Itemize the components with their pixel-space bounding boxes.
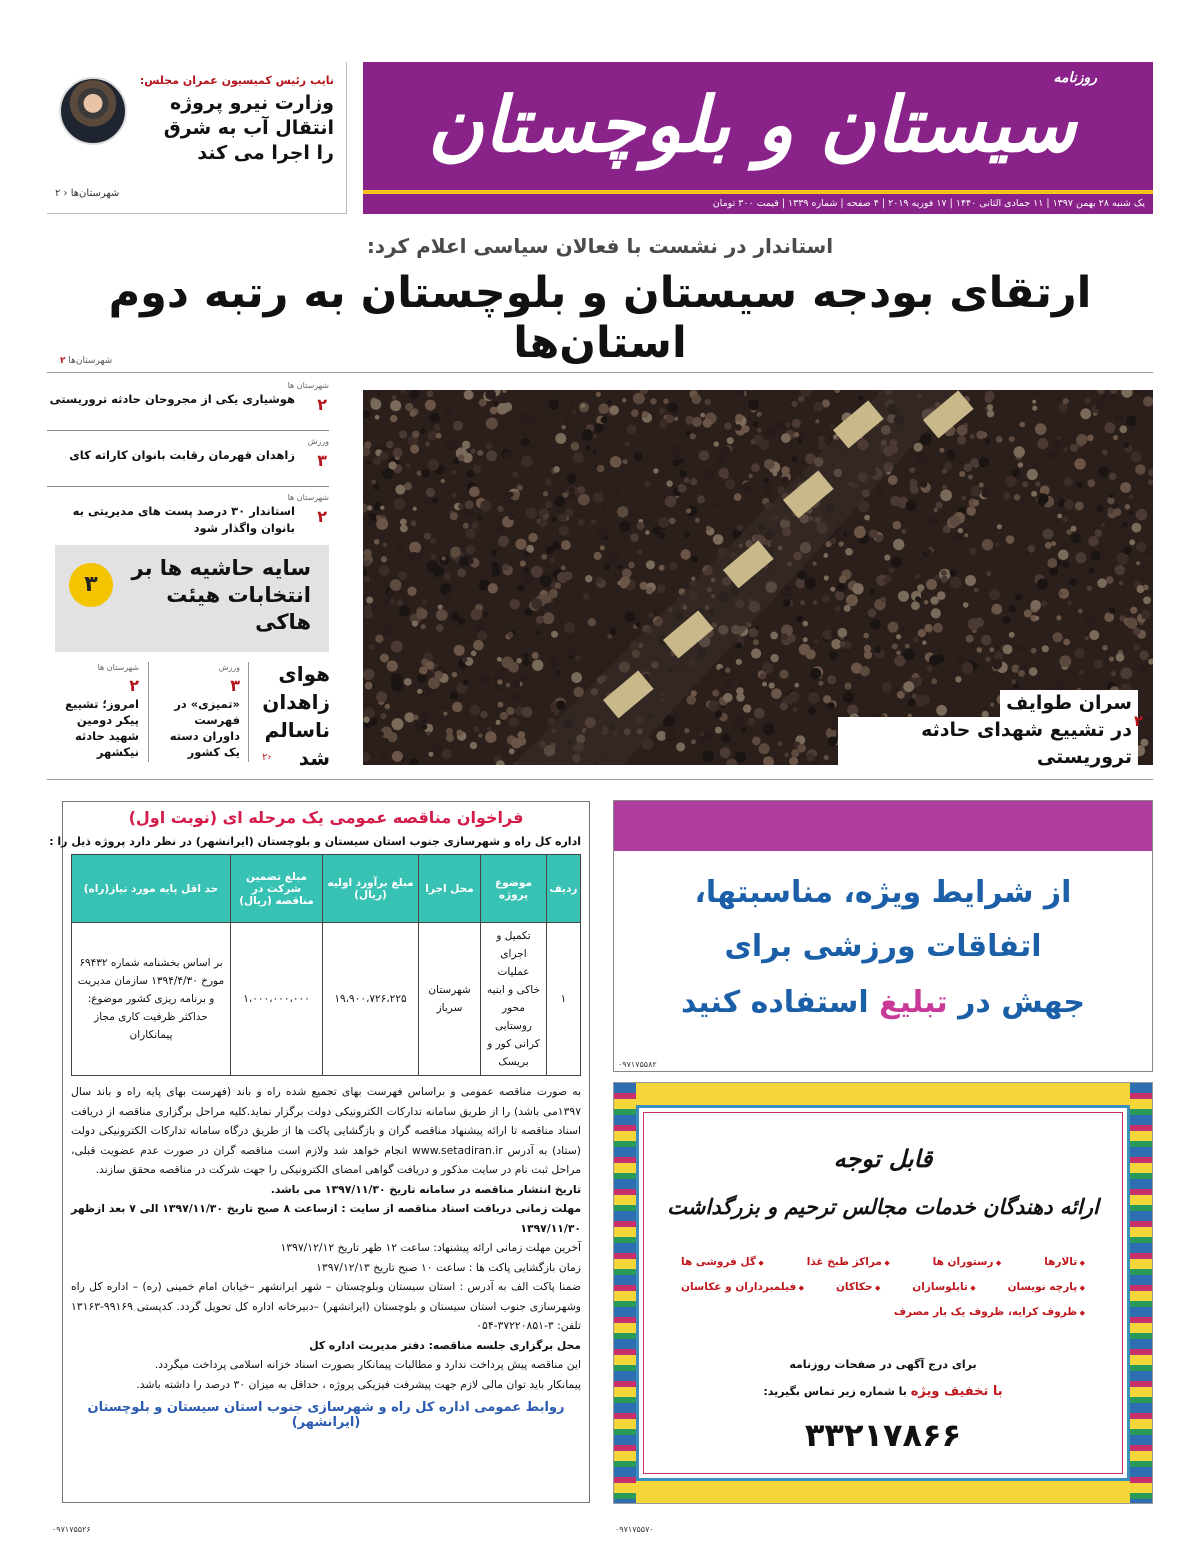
sidebar-item[interactable]: [47, 487, 329, 547]
tender-paragraph: به صورت مناقصه عمومی و براساس فهرست بهای تجمیع شده راه و باند (فهرست بهای پایه راه و باند سال ۱۳۹۷می باشد) را از طریق سامانه تدارکات الکترونیکی دولت برگزار نماید.کلیه مراحل برگزاری مناقصه از دریافت اسناد مناقصه تا ارائه پیشنهاد مناقصه گران و بازگشایی پاکت ها از طریق درگاه سامانه تدارکات الکترونیکی دولت (ستاد) به آدرس www.setadiran.ir انجام خواهد شد ولازم است مناقصه گران در صورت عدم عضویت قبلی، مراحل ثبت نام در سایت مذکور و دریافت گواهی امضای الکترونیکی را جهت شرکت در مناقصه محقق سازند.: [71, 1085, 581, 1176]
sidebar-item[interactable]: [47, 375, 329, 431]
mini-brief[interactable]: [55, 660, 139, 760]
promo-word: جهش در: [958, 985, 1086, 1020]
tender-paragraph: تاریخ انتشار مناقصه در سامانه تاریخ ۱۳۹۷/۱۱/۳۰ می باشد.: [270, 1182, 581, 1196]
table-header: مبلغ برآورد اولیه (ریال): [323, 855, 419, 923]
notice-call: [639, 1384, 1127, 1399]
feature-title: سایه حاشیه ها بر انتخابات هیئت هاکی: [131, 556, 311, 634]
newspaper-name: سیستان و بلوچستان: [427, 80, 1077, 169]
phone-number[interactable]: ۳۳۲۱۷۸۶۶: [804, 1416, 962, 1454]
tender-intro: اداره کل راه و شهرسازی جنوب استان سیستان و بلوچستان (ایرانشهر) در نظر دارد پروژه ذیل را :: [49, 835, 581, 848]
list-item: ◆ تالارها: [1044, 1256, 1085, 1268]
table-header: محل اجرا: [419, 855, 481, 923]
divider: [148, 662, 149, 762]
mini-section: ورزش: [218, 663, 240, 672]
table-cell: ۱: [547, 923, 581, 1076]
promo-line-3: [614, 985, 1152, 1020]
table-header: ردیف: [547, 855, 581, 923]
lead-ref-page: ۲: [60, 356, 66, 366]
lead-ref: [60, 356, 112, 366]
notice-panel: [636, 1105, 1130, 1481]
tender-footer: روابط عمومی اداره کل راه و شهرسازی جنوب استان سیستان و بلوچستان (ایرانشهر): [87, 1400, 565, 1430]
caption-line-1: سران طوایف: [1000, 690, 1138, 717]
divider: [47, 779, 1153, 780]
table-header: حد اقل پایه مورد نیاز(راه): [72, 855, 231, 923]
memorial-notice-ad[interactable]: [613, 1082, 1153, 1504]
notice-note: برای درج آگهی در صفحات روزنامه: [789, 1358, 977, 1371]
promo-line-1: از شرایط ویژه، مناسبتها،: [694, 875, 1072, 910]
teaser-title: وزارت نیرو پروژه انتقال آب به شرق را اجرا می کند: [163, 92, 334, 164]
sidebar-text: زاهدان قهرمان رقابت بانوان کاراته کای: [69, 448, 295, 462]
photo-caption: [838, 690, 1138, 771]
masthead-label: روزنامه: [1053, 70, 1097, 86]
teaser-ref: شهرستان‌ها ‹ ۲: [55, 188, 120, 199]
table-cell: تکمیل و اجرای عملیات خاکی و ابنیه محور روستایی کرانی کور و بریسک: [481, 923, 547, 1076]
lead-ref-section: شهرستان‌ها: [68, 356, 113, 366]
promo-line-2: اتفاقات ورزشی برای: [724, 929, 1042, 964]
list-item: ◆ گل فروشی ها: [681, 1256, 764, 1268]
divider: [47, 372, 1153, 373]
sidebar-text: هوشیاری یکی از مجروحان حادثه تروریستی: [49, 392, 295, 406]
sidebar-page: ۲: [317, 395, 327, 414]
list-item: ◆ پارچه نویسان: [1008, 1281, 1085, 1293]
table-cell: ۱۹،۹۰۰،۷۲۶،۲۲۵: [323, 923, 419, 1076]
table-cell: بر اساس بخشنامه شماره ۶۹۴۳۲ مورخ ۱۳۹۴/۴/۳۰ سازمان مدیریت و برنامه ریزی کشور موضوع: حداکثر ظرفیت کاری مجاز پیمانکاران: [72, 923, 231, 1076]
lead-headline[interactable]: ارتقای بودجه سیستان و بلوچستان به رتبه دوم استان‌ها: [108, 268, 1092, 368]
mini-brief[interactable]: [158, 660, 240, 760]
tender-ad: [49, 801, 590, 1503]
tender-title: فراخوان مناقصه عمومی یک مرحله ای (نوبت اول): [128, 808, 524, 827]
notice-code: ۰۹۷۱۷۵۵۷۰: [615, 1525, 654, 1534]
mini-section: شهرستان ها: [97, 663, 139, 672]
sidebar-section: شهرستان ها: [287, 493, 329, 502]
masthead-rule: [363, 190, 1153, 194]
tender-code: ۰۹۷۱۷۵۵۲۶: [52, 1525, 91, 1534]
table-row: [72, 923, 581, 1076]
table-header: موضوع پروژه: [481, 855, 547, 923]
mini-text: امروز؛ تشییع پیکر دومین شهید حادثه نیکشهر: [65, 697, 139, 759]
promo-code: ۰۹۷۱۷۵۵۸۲: [618, 1060, 657, 1069]
tender-paragraph: پیمانکار باید توان مالی لازم جهت پیشرفت فیزیکی پروژه ، حداقل به میزان ۳۰ درصد را داشته باشد.: [136, 1377, 581, 1391]
ornament-border-icon: [614, 1083, 636, 1503]
tender-paragraph: محل برگزاری جلسه مناقصه: دفتر مدیریت اداره کل: [309, 1338, 581, 1352]
divider: [248, 662, 249, 762]
table-header: مبلغ تضمین شرکت در مناقصه (ریال): [231, 855, 323, 923]
sidebar-page: ۲: [317, 507, 327, 526]
sidebar-section: ورزش: [307, 437, 329, 446]
lead-kicker: استاندار در نشست با فعالان سیاسی اعلام کرد:: [366, 234, 834, 258]
mini-text: «تمیزی» در فهرست داوران دسته یک کشور: [169, 697, 240, 759]
list-item: ◆ ظروف کرایه، ظروف یک بار مصرف: [894, 1306, 1085, 1318]
promo-accent-word: تبلیغ: [879, 985, 948, 1020]
top-teaser[interactable]: [47, 62, 347, 214]
grey-feature-box[interactable]: [55, 545, 329, 652]
tender-paragraph: زمان بازگشایی پاکت ها : ساعت ۱۰ صبح تاریخ ۱۳۹۷/۱۲/۱۳: [316, 1260, 581, 1274]
ornament-border-icon: [1130, 1083, 1152, 1503]
tender-paragraph: ضمنا پاکت الف به آدرس : استان سیستان وبلوچستان – شهر ایرانشهر –خیابان امام خمینی (ره) – اداره کل راه وشهرسازی جنوب استان سیستان و بلوچستان (ایرانشهر) –دبیرخانه اداره کل تحویل گردد. کدپستی ۹۹۱۶۹-۱۳۱۶۳ تلفن: ۳-۳۷۲۲۰۸۵۱-۰۵۴: [71, 1280, 581, 1332]
call-text: با شماره زیر تماس بگیرید:: [763, 1385, 907, 1398]
mini-page: ۲: [129, 676, 139, 695]
list-item: ◆ رستوران ها: [933, 1256, 1002, 1268]
list-item: ◆ حکاکان: [836, 1281, 880, 1293]
issue-info: یک شنبه ۲۸ بهمن ۱۳۹۷ | ۱۱ جمادی الثانی ۱۴۴۰ | ۱۷ فوریه ۲۰۱۹ | ۴ صفحه | شماره ۱۳۳۹ | قیمت ۳۰۰ تومان: [712, 198, 1145, 209]
teaser-kicker: نایب رئیس کمیسیون عمران مجلس:: [139, 74, 334, 87]
notice-title: قابل توجه: [833, 1144, 933, 1173]
sidebar-text: استاندار ۳۰ درصد پست های مدیریتی به بانوان واگذار شود: [72, 504, 295, 535]
sidebar-item[interactable]: [47, 431, 329, 487]
portrait-photo: [59, 77, 127, 145]
tender-body: [71, 1082, 581, 1394]
promo-word: استفاده کنید: [680, 985, 869, 1020]
tender-paragraph: این مناقصه پیش پرداخت ندارد و مطالبات پیمانکار بصورت اسناد خزانه اسلامی پرداخت میگردد.: [154, 1358, 581, 1371]
page-number-badge: ۳: [69, 563, 113, 607]
tender-table: [71, 854, 581, 1076]
promo-ad[interactable]: [613, 800, 1153, 1072]
sidebar: [47, 375, 329, 547]
tender-paragraph: مهلت زمانی دریافت اسناد مناقصه از سایت : ازساعت ۸ صبح تاریخ ۱۳۹۷/۱۱/۳۰ الی ۷ بعد ازظهر ۱۳۹۷/۱۱/۳۰: [71, 1202, 582, 1235]
list-item: ◆ فیلمبرداران و عکاسان: [681, 1281, 804, 1293]
table-cell: ۱،۰۰۰،۰۰۰،۰۰۰: [231, 923, 323, 1076]
masthead: [363, 62, 1153, 214]
mini-page: ۳: [230, 676, 240, 695]
promo-band: [614, 801, 1152, 851]
tender-paragraph: آخرین مهلت زمانی ارائه پیشنهاد: ساعت ۱۲ ظهر تاریخ ۱۳۹۷/۱۲/۱۲: [280, 1241, 581, 1254]
air-ref: ‹۲: [262, 752, 272, 763]
air-text: هوای زاهدان ناسالم شد: [262, 662, 330, 770]
caption-page: ۲: [1134, 712, 1144, 730]
caption-line-2: در تشییع شهدای حادثه تروریستی: [838, 717, 1138, 771]
list-item: ◆ مراکز طبخ غذا: [807, 1256, 890, 1268]
discount-label: با تخفیف ویژه: [910, 1384, 1003, 1399]
sidebar-page: ۳: [317, 451, 327, 470]
list-item: ◆ تابلوسازان: [912, 1281, 975, 1293]
table-cell: شهرستان سرباز: [419, 923, 481, 1076]
notice-list: [681, 1256, 1085, 1331]
notice-subtitle: ارائه دهندگان خدمات مجالس ترحیم و بزرگداشت: [667, 1194, 1099, 1219]
sidebar-section: شهرستان ها: [287, 381, 329, 390]
